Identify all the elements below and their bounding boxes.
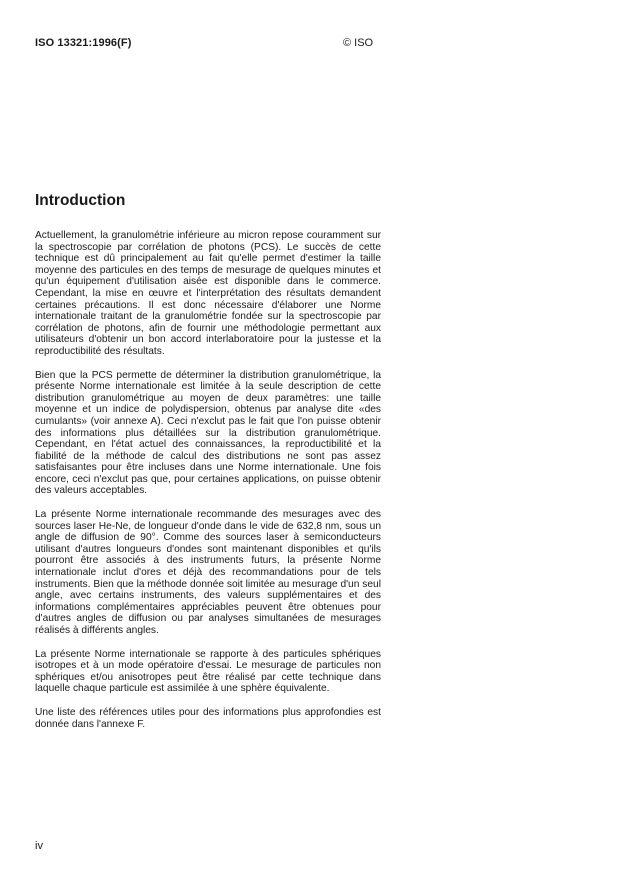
paragraph-2: Bien que la PCS permette de déterminer la distribution granulométrique, la présente Norme internationale est limitée à la seule description de cette distribution granulométrique au moyen de deux paramètres: une taille moyenne et un indice de polydispersion, obtenus par analyse dite «des cumulants» (voir annexe A). Ceci n'exclut pas le fait que l'on puisse obtenir des informations plus détaillées sur la distribution granulométrique. Cependant, en l'état actuel des connaissances, la reproductibilité et la fiabilité de la méthode de calcul des distributions ne sont pas assez satisfaisantes pour être incluses dans une Norme internationale. Une fois encore, ceci n'exclut pas que, pour certaines applications, on puisse obtenir des valeurs acceptables. (35, 369, 381, 497)
section-title: Introduction (35, 192, 126, 209)
paragraph-4: La présente Norme internationale se rapporte à des particules sphériques isotropes et à un mode opératoire d'essai. Le mesurage de particules non sphériques et/ou anisotropes peut être réalisé par cette technique dans laquelle chaque particule est assimilée à une sphère équivalente. (35, 648, 381, 695)
copyright-mark: © ISO (343, 37, 374, 49)
body-text (35, 230, 381, 742)
paragraph-5: Une liste des références utiles pour des informations plus approfondies est donnée dans l'annexe F. (35, 706, 381, 730)
paragraph-1: Actuellement, la granulométrie inférieure au micron repose couramment sur la spectroscopie par corrélation de photons (PCS). Le succès de cette technique est dû principalement au fait qu'elle permet d'estimer la taille moyenne des particules en des temps de mesurage de quelques minutes et qu'un équipement d'utilisation aisée est disponible dans le commerce. Cependant, la mise en œuvre et l'interprétation des résultats demandent certaines précautions. Il est donc nécessaire d'élaborer une Norme internationale traitant de la granulométrie fondée sur la spectroscopie par corrélation de photons, afin de fournir une méthodologie permettant aux utilisateurs d'obtenir un bon accord interlaboratoire pour la justesse et la reproductibilité des résultats. (35, 230, 381, 357)
paragraph-3: La présente Norme internationale recommande des mesurages avec des sources laser He-Ne, de longueur d'onde dans le vide de 632,8 nm, sous un angle de diffusion de 90°. Comme des sources laser à semiconducteurs utilisant d'autres longueurs d'ondes sont maintenant disponibles et qu'ils pourront être associés à des instruments futurs, la présente Norme internationale inclut d'ores et déjà des recommandations pour de tels instruments. Bien que la méthode donnée soit limitée au mesurage d'un seul angle, avec certains instruments, des valeurs supplémentaires et des informations complémentaires appréciables peuvent être obtenues pour d'autres angles de diffusion ou par analyses simultanées de mesurages réalisés à différents angles. (35, 509, 381, 636)
standard-number: ISO 13321:1996(F) (35, 37, 132, 49)
page-number: iv (35, 840, 43, 852)
